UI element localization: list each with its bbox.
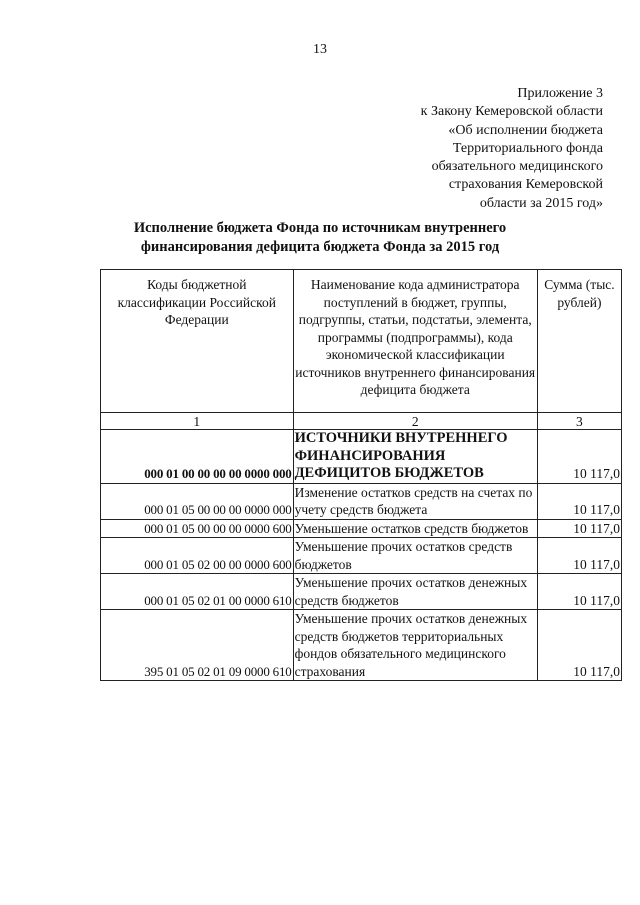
appendix-note	[343, 85, 603, 213]
page-number: 13	[313, 42, 327, 57]
row-sum: 10 117,0	[537, 610, 621, 681]
table-row	[101, 519, 622, 538]
row-name: Уменьшение прочих остатков средств бюджетов	[293, 538, 537, 574]
row-code: 000 01 05 00 00 00 0000 000	[101, 483, 294, 519]
table-row	[101, 483, 622, 519]
appendix-line: «Об исполнении бюджета	[448, 122, 603, 138]
row-name: Уменьшение остатков средств бюджетов	[293, 519, 537, 538]
header-code: Коды бюджетной классификации Российской Федерации	[101, 270, 294, 413]
table-row	[101, 430, 622, 484]
row-sum: 10 117,0	[537, 430, 621, 484]
row-code: 000 01 05 02 00 00 0000 600	[101, 538, 294, 574]
row-name: ИСТОЧНИКИ ВНУТРЕННЕГО ФИНАНСИРОВАНИЯ ДЕФИЦИТОВ БЮДЖЕТОВ	[293, 430, 537, 484]
document-title-line: Исполнение бюджета Фонда по источникам внутреннего	[133, 220, 507, 236]
appendix-line: обязательного медицинского	[431, 159, 603, 175]
row-sum: 10 117,0	[537, 538, 621, 574]
row-name: Уменьшение прочих остатков денежных средств бюджетов территориальных фондов обязательного медицинского страхования	[293, 610, 537, 681]
header-sum: Сумма (тыс. рублей)	[537, 270, 621, 413]
row-code: 000 01 05 00 00 00 0000 600	[101, 519, 294, 538]
document-title-line: финансирования дефицита бюджета Фонда за 2015 год	[140, 239, 500, 255]
table-row	[101, 574, 622, 610]
appendix-line: области за 2015 год»	[479, 195, 603, 211]
row-code: 000 01 05 02 01 00 0000 610	[101, 574, 294, 610]
column-number-row	[101, 413, 622, 430]
header-name: Наименование кода администратора поступлений в бюджет, группы, подгруппы, статьи, подстатьи, элемента, программы (подпрограммы), кода экономической классификации источников внутреннего финансирования дефицита бюджета	[293, 270, 537, 413]
budget-sources-table	[100, 269, 622, 681]
table-row	[101, 538, 622, 574]
row-code: 000 01 00 00 00 00 0000 000	[101, 430, 294, 484]
row-name: Изменение остатков средств на счетах по учету средств бюджета	[293, 483, 537, 519]
column-number: 3	[537, 413, 621, 430]
row-sum: 10 117,0	[537, 574, 621, 610]
appendix-line: Приложение 3	[517, 86, 603, 101]
row-code: 395 01 05 02 01 09 0000 610	[101, 610, 294, 681]
row-name: Уменьшение прочих остатков денежных средств бюджетов	[293, 574, 537, 610]
column-number: 2	[293, 413, 537, 430]
appendix-line: к Закону Кемеровской области	[420, 104, 603, 120]
appendix-line: Территориального фонда	[452, 140, 603, 156]
table-row	[101, 610, 622, 681]
row-sum: 10 117,0	[537, 483, 621, 519]
row-sum: 10 117,0	[537, 519, 621, 538]
document-title	[0, 219, 640, 257]
table-header-row	[101, 270, 622, 413]
column-number: 1	[101, 413, 294, 430]
appendix-line: страхования Кемеровской	[448, 177, 603, 193]
